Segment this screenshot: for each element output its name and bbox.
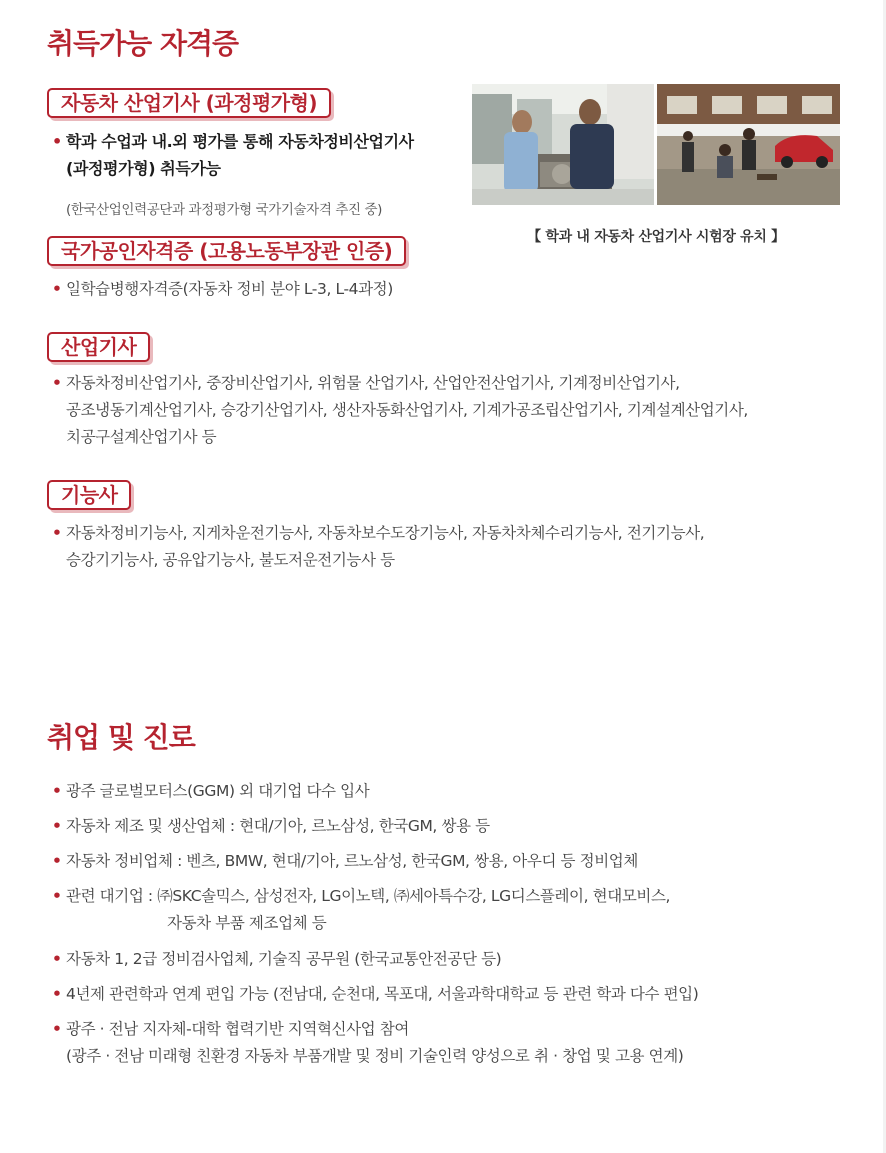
bullet-icon: • (52, 1020, 62, 1038)
exam-site-photo-2 (657, 84, 840, 205)
bullet-icon: • (52, 852, 62, 870)
cert-item-cont: 공조냉동기계산업기사, 승강기산업기사, 생산자동화산업기사, 기계가공조립산업기사, 기계설계산업기사, (66, 401, 748, 419)
exam-site-photo-1 (472, 84, 654, 205)
bullet-icon: • (52, 280, 62, 298)
career-item-text: 4년제 관련학과 연계 편입 가능 (전남대, 순천대, 목포대, 서울과학대학교 등 관련 학과 다수 편입) (66, 985, 699, 1003)
career-item-text: 관련 대기업 : ㈜SKC솔믹스, 삼성전자, LG이노텍, ㈜세아특수강, LG디스플레이, 현대모비스, (66, 887, 671, 905)
career-item (52, 946, 502, 973)
cert-item-cont: 치공구설계산업기사 등 (66, 428, 217, 446)
career-item-text: 자동차 제조 및 생산업체 : 현대/기아, 르노삼성, 한국GM, 쌍용 등 (66, 817, 490, 835)
cert-item-text: 자동차정비기능사, 지게차운전기능사, 자동차보수도장기능사, 자동차차체수리기능사, 전기기능사, (66, 524, 705, 542)
cert-item (52, 128, 414, 155)
cert-note: (한국산업인력공단과 과정평가형 국가기술자격 추진 중) (66, 201, 383, 218)
career-item (52, 981, 699, 1008)
badge-national-certificate: 국가공인자격증 (고용노동부장관 인증) (47, 236, 406, 266)
cert-item-cont: 승강기기능사, 공유압기능사, 불도저운전기능사 등 (66, 551, 395, 569)
cert-item-cont: (과정평가형) 취득가능 (66, 159, 221, 178)
bullet-icon: • (52, 817, 62, 835)
career-section-title: 취업 및 진로 (47, 721, 195, 754)
career-item-cont: (광주 · 전남 미래형 친환경 자동차 부품개발 및 정비 기술인력 양성으로 취 · 창업 및 고용 연계) (66, 1047, 684, 1065)
career-item (52, 883, 671, 910)
badge-craftsman: 기능사 (47, 480, 131, 510)
bullet-icon: • (52, 985, 62, 1003)
career-item (52, 778, 370, 805)
bullet-icon: • (52, 887, 62, 905)
photo-caption: 【 학과 내 자동차 산업기사 시험장 유치 】 (527, 229, 785, 245)
career-item-text: 자동차 1, 2급 정비검사업체, 기술직 공무원 (한국교통안전공단 등) (66, 950, 502, 968)
cert-section-title: 취득가능 자격증 (47, 27, 239, 60)
career-item (52, 848, 638, 875)
career-item-text: 광주 글로벌모터스(GGM) 외 대기업 다수 입사 (66, 782, 370, 800)
badge-industrial-engineer: 산업기사 (47, 332, 150, 362)
cert-item (52, 370, 680, 397)
bullet-icon: • (52, 132, 62, 151)
bullet-icon: • (52, 782, 62, 800)
career-item-cont: 자동차 부품 제조업체 등 (167, 914, 327, 932)
bullet-icon: • (52, 524, 62, 542)
career-item (52, 813, 490, 840)
bullet-icon: • (52, 374, 62, 392)
badge-industrial-engineer-course: 자동차 산업기사 (과정평가형) (47, 88, 331, 118)
cert-item-text: 일학습병행자격증(자동차 정비 분야 L-3, L-4과정) (66, 280, 393, 298)
career-item-text: 자동차 정비업체 : 벤츠, BMW, 현대/기아, 르노삼성, 한국GM, 쌍용, 아우디 등 정비업체 (66, 852, 638, 870)
cert-item (52, 276, 393, 303)
career-item (52, 1016, 409, 1043)
bullet-icon: • (52, 950, 62, 968)
career-item-text: 광주 · 전남 지자체-대학 협력기반 지역혁신사업 참여 (66, 1020, 409, 1038)
cert-item-text: 학과 수업과 내.외 평가를 통해 자동차정비산업기사 (66, 132, 414, 151)
cert-item-text: 자동차정비산업기사, 중장비산업기사, 위험물 산업기사, 산업안전산업기사, 기계정비산업기사, (66, 374, 680, 392)
cert-item (52, 520, 705, 547)
